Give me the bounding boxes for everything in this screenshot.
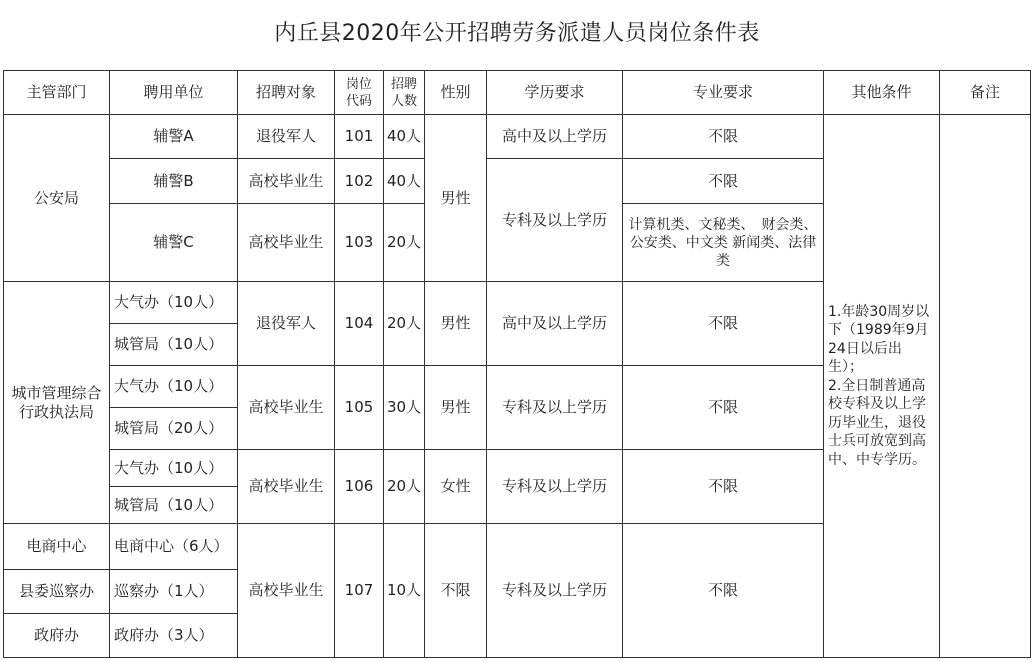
header-other: 其他条件	[824, 71, 940, 115]
edu-cell: 专科及以上学历	[487, 524, 623, 658]
header-code: 岗位 代码	[335, 71, 384, 115]
header-remark: 备注	[940, 71, 1031, 115]
edu-cell: 专科及以上学历	[487, 450, 623, 524]
edu-cell: 专科及以上学历	[487, 159, 623, 282]
dept-cell: 公安局	[4, 115, 110, 282]
other-conditions-cell: 1.年龄30周岁以下（1989年9月24日以后出生）； 2.全日制普通高校专科及以上学历毕业生，退役士兵可放宽到高中、中专学历。	[824, 115, 940, 658]
code-cell: 105	[335, 366, 384, 450]
header-gender: 性别	[425, 71, 487, 115]
gender-cell: 男性	[425, 366, 487, 450]
gender-cell: 男性	[425, 282, 487, 366]
edu-cell: 专科及以上学历	[487, 366, 623, 450]
header-edu: 学历要求	[487, 71, 623, 115]
target-cell: 退役军人	[238, 282, 335, 366]
dept-cell: 县委巡察办	[4, 570, 110, 614]
unit-cell: 电商中心（6人）	[110, 524, 238, 570]
code-cell: 101	[335, 115, 384, 159]
count-cell: 40人	[384, 115, 425, 159]
major-cell: 不限	[623, 115, 824, 159]
header-major: 专业要求	[623, 71, 824, 115]
edu-cell: 高中及以上学历	[487, 115, 623, 159]
count-cell: 40人	[384, 159, 425, 204]
code-cell: 103	[335, 204, 384, 282]
count-cell: 30人	[384, 366, 425, 450]
code-cell: 106	[335, 450, 384, 524]
major-cell: 计算机类、文秘类、 财会类、公安类、中文类 新闻类、法律类	[623, 204, 824, 282]
code-cell: 104	[335, 282, 384, 366]
major-cell: 不限	[623, 282, 824, 366]
code-cell: 107	[335, 524, 384, 658]
major-cell: 不限	[623, 366, 824, 450]
unit-cell: 大气办（10人）	[110, 450, 238, 487]
table-row	[4, 115, 1031, 159]
count-cell: 20人	[384, 282, 425, 366]
dept-cell: 城市管理综合行政执法局	[4, 282, 110, 524]
target-cell: 高校毕业生	[238, 159, 335, 204]
gender-cell: 不限	[425, 524, 487, 658]
gender-cell: 女性	[425, 450, 487, 524]
unit-cell: 城管局（10人）	[110, 324, 238, 366]
unit-cell: 辅警A	[110, 115, 238, 159]
target-cell: 高校毕业生	[238, 450, 335, 524]
major-cell: 不限	[623, 524, 824, 658]
unit-cell: 大气办（10人）	[110, 282, 238, 324]
target-cell: 高校毕业生	[238, 524, 335, 658]
unit-cell: 城管局（10人）	[110, 487, 238, 524]
target-cell: 高校毕业生	[238, 204, 335, 282]
count-cell: 20人	[384, 204, 425, 282]
header-count: 招聘 人数	[384, 71, 425, 115]
header-target: 招聘对象	[238, 71, 335, 115]
major-cell: 不限	[623, 159, 824, 204]
remark-cell	[940, 115, 1031, 658]
position-conditions-table	[3, 70, 1031, 658]
unit-cell: 政府办（3人）	[110, 614, 238, 658]
edu-cell: 高中及以上学历	[487, 282, 623, 366]
major-cell: 不限	[623, 450, 824, 524]
unit-cell: 巡察办（1人）	[110, 570, 238, 614]
unit-cell: 辅警C	[110, 204, 238, 282]
gender-cell: 男性	[425, 115, 487, 282]
unit-cell: 辅警B	[110, 159, 238, 204]
target-cell: 高校毕业生	[238, 366, 335, 450]
unit-cell: 城管局（20人）	[110, 408, 238, 450]
count-cell: 20人	[384, 450, 425, 524]
header-row	[4, 71, 1031, 115]
count-cell: 10人	[384, 524, 425, 658]
code-cell: 102	[335, 159, 384, 204]
dept-cell: 政府办	[4, 614, 110, 658]
unit-cell: 大气办（10人）	[110, 366, 238, 408]
target-cell: 退役军人	[238, 115, 335, 159]
page-title: 内丘县2020年公开招聘劳务派遣人员岗位条件表	[274, 21, 760, 46]
dept-cell: 电商中心	[4, 524, 110, 570]
header-unit: 聘用单位	[110, 71, 238, 115]
header-dept: 主管部门	[4, 71, 110, 115]
